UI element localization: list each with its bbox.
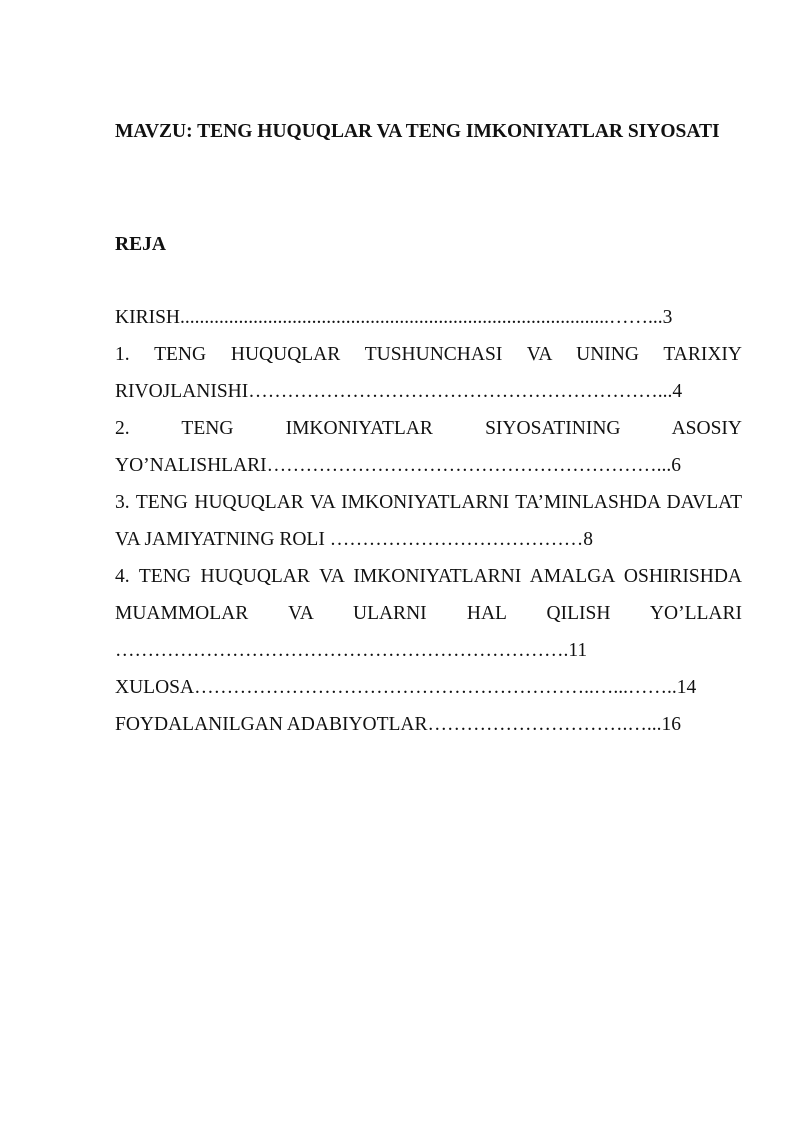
toc-item-conclusion: XULOSA……………………………………………………..…...……..14 [115,677,697,698]
toc-item-chapter-4: 4. TENG HUQUQLAR VA IMKONIYATLARNI AMALGA OSHIRISHDA MUAMMOLAR VA ULARNI HAL QILISH YO’LLARI …………………………………………………………….11 [115,566,742,661]
toc-item-chapter-1: 1. TENG HUQUQLAR TUSHUNCHASI VA UNING TARIXIY RIVOJLANISHI………………………………………………………...4 [115,344,742,402]
table-of-contents [115,299,742,743]
document-title: MAVZU: TENG HUQUQLAR VA TENG IMKONIYATLAR SIYOSATI [115,121,720,142]
toc-item-chapter-2: 2. TENG IMKONIYATLAR SIYOSATINING ASOSIY YO’NALISHLARI……………………………………………………...6 [115,418,742,476]
toc-item-chapter-3: 3. TENG HUQUQLAR VA IMKONIYATLARNI TA’MINLASHDA DAVLAT VA JAMIYATNING ROLI …………………………………8 [115,492,742,550]
toc-item-references: FOYDALANILGAN ADABIYOTLAR………………………….…...16 [115,714,682,735]
plan-heading: REJA [115,234,166,255]
toc-item-introduction: KIRISH........................................................................................……...3 [115,307,673,328]
